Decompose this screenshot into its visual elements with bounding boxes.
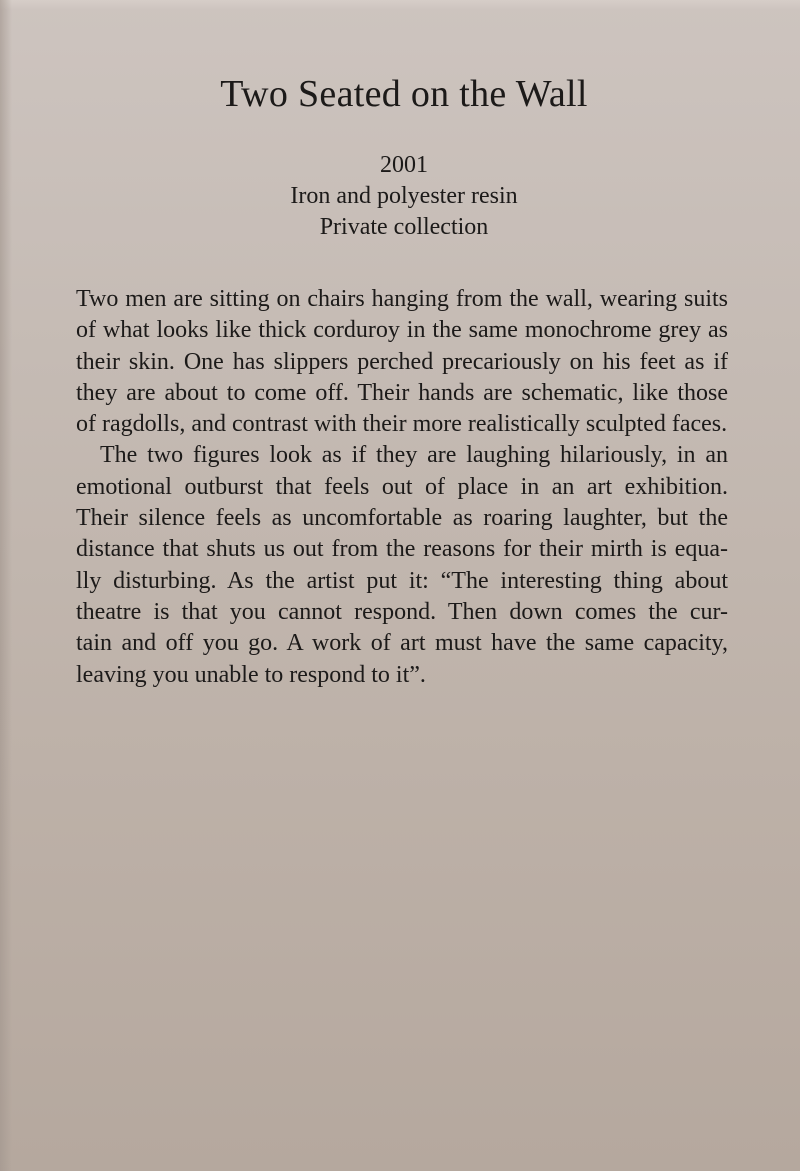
artwork-medium: Iron and polyester resin: [290, 183, 518, 209]
description-line: distance that shuts us out from the reasons for their mirth is equa-: [76, 536, 728, 563]
artwork-collection: Private collection: [319, 214, 489, 240]
description-line: lly disturbing. As the artist put it: “The interesting thing about: [76, 567, 728, 594]
artwork-details: [0, 150, 800, 243]
description-line: Two men are sitting on chairs hanging from the wall, wearing suits: [76, 286, 728, 312]
artwork-year: 2001: [380, 152, 428, 178]
description-line: of ragdolls, and contrast with their more realistically sculpted faces.: [76, 411, 728, 438]
description-line: The two figures look as if they are laughing hilariously, in an: [100, 442, 728, 469]
description-line: they are about to come off. Their hands are schematic, like those: [76, 379, 728, 406]
artwork-title: Two Seated on the Wall: [220, 73, 588, 115]
description-line: of what looks like thick corduroy in the same monochrome grey as: [76, 317, 728, 344]
description-line: their skin. One has slippers perched precariously on his feet as if: [76, 348, 728, 375]
description-line: leaving you unable to respond to it”.: [76, 661, 426, 688]
description-line: Their silence feels as uncomfortable as roaring laughter, but the: [76, 505, 728, 532]
description-line: theatre is that you cannot respond. Then down comes the cur-: [76, 598, 728, 625]
artwork-description: [76, 284, 728, 691]
description-line: tain and off you go. A work of art must have the same capacity,: [76, 630, 728, 657]
description-line: emotional outburst that feels out of place in an art exhibition.: [76, 473, 728, 500]
